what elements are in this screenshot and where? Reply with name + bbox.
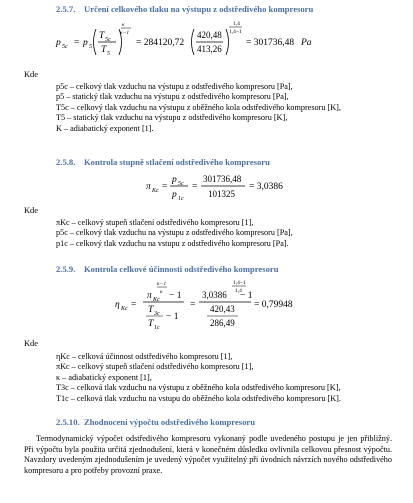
section-number: 2.5.8. <box>56 157 76 167</box>
svg-text:p: p <box>172 190 177 200</box>
svg-text:1,4−1: 1,4−1 <box>233 280 246 286</box>
svg-text:κ−1: κ−1 <box>120 30 130 36</box>
svg-text:T: T <box>148 305 154 315</box>
svg-text:Kc: Kc <box>153 297 160 303</box>
section-title: Kontrola stupně stlačení odstředivého kompresoru <box>84 157 270 167</box>
svg-text:420,43: 420,43 <box>210 304 235 314</box>
svg-text:1,4: 1,4 <box>235 288 242 294</box>
conclusion-paragraph <box>24 434 392 476</box>
definition-item: K – adiabatický exponent [1]. <box>56 123 154 133</box>
svg-text:5: 5 <box>89 44 92 50</box>
definition-item: πKc – celkový stupeň stlačení odstředivého kompresoru [1], <box>56 218 254 227</box>
definition-item: p5 – statický tlak vzduchu na výstupu z odstředivého kompresoru [Pa], <box>56 92 289 102</box>
equation-efficiency <box>0 277 413 337</box>
svg-text:1,4: 1,4 <box>233 21 240 27</box>
svg-text:420,48: 420,48 <box>197 30 222 40</box>
definition-item: κ – adiabatický exponent [1], <box>56 372 152 382</box>
definition-item: p5c – celkový tlak vzduchu na výstupu z odstředivého kompresoru [Pa], <box>56 82 293 91</box>
svg-text:p: p <box>172 175 177 185</box>
svg-text:5: 5 <box>107 51 110 57</box>
svg-text:κ: κ <box>122 22 125 28</box>
svg-text:− 1: − 1 <box>169 291 182 301</box>
svg-text:1,4−1: 1,4−1 <box>229 29 242 35</box>
svg-text:3,0386: 3,0386 <box>202 290 227 300</box>
definitions-list-3 <box>56 352 341 404</box>
svg-text:π: π <box>147 291 152 301</box>
section-heading-2-5-10 <box>56 417 255 427</box>
section-number: 2.5.10. <box>56 417 80 427</box>
svg-text:− 1: − 1 <box>240 291 253 301</box>
section-heading-2-5-8 <box>56 157 270 167</box>
section-heading-2-5-7 <box>56 4 313 14</box>
section-number: 2.5.7. <box>56 4 76 14</box>
svg-text:=: = <box>74 38 80 48</box>
definitions-list-2 <box>56 218 293 249</box>
svg-text:p: p <box>83 38 88 48</box>
svg-text:π: π <box>146 182 151 192</box>
svg-text:κ−1: κ−1 <box>157 281 167 287</box>
svg-text:− 1: − 1 <box>166 312 179 322</box>
eq2-result: = 3,0386 <box>249 182 283 192</box>
definition-item: T5c – celkový tlak vzduchu na výstupu z oběžného kola odstředivého kompresoru [K], <box>56 102 341 112</box>
svg-text:Kc: Kc <box>152 188 159 194</box>
equation-pressure-ratio <box>0 170 413 204</box>
svg-text:=: = <box>190 300 196 310</box>
svg-text:301736,48: 301736,48 <box>203 174 242 184</box>
eq1-lhs: p <box>56 38 61 48</box>
eq1-mid-value: = 284120,72 <box>136 38 185 48</box>
section-title: Zhodnocení výpočtu odstředivého kompresoru <box>84 417 256 427</box>
svg-text:3c: 3c <box>154 311 160 317</box>
svg-text:T: T <box>101 45 107 55</box>
equation-total-pressure <box>0 18 413 62</box>
definition-item: T3c – celková tlak vzduchu na výstupu z oběžného kola odstředivého kompresoru [K], <box>56 383 341 393</box>
svg-text:κ: κ <box>160 289 163 295</box>
conclusion-text: Termodynamický výpočet odstředivého kompresoru vykonaný podle uvedeného postupu je jen přibližný. Při výpočtu byla použita určitá zjednodušení, která v konečném důsledku ovlivnila celkovou přesnost výpočtu. Navzdory uvedeným zjednodušením je uvedený výpočet využitelný při úvodních návrzích nového odstředivého kompresoru a pro potřeby provozní praxe. <box>24 434 392 475</box>
svg-text:286,49: 286,49 <box>210 318 235 328</box>
section-heading-2-5-9 <box>56 264 278 274</box>
definitions-list-1 <box>56 82 341 134</box>
section-title: Určení celkového tlaku na výstupu z odstředivého kompresoru <box>84 4 314 14</box>
kde-label: Kde <box>24 206 38 215</box>
svg-text:=: = <box>131 300 137 310</box>
section-title: Kontrola celkové účinnosti odstředivého kompresoru <box>84 264 279 274</box>
definition-item: T1c – celková tlak vzduchu na vstupu do oběžného kola odstředivého kompresoru [K]. <box>56 393 341 403</box>
svg-text:=: = <box>192 182 198 192</box>
eq1-unit: Pa <box>301 38 312 48</box>
eq3-result: = 0,79948 <box>254 300 293 310</box>
svg-text:1c: 1c <box>154 325 160 331</box>
svg-text:5c: 5c <box>178 181 184 187</box>
svg-text:101325: 101325 <box>208 189 235 199</box>
section-number: 2.5.9. <box>56 264 76 274</box>
eq1-result: = 301736,48 <box>246 38 295 48</box>
definition-item: πKc – celkový stupeň stlačení odstředivého kompresoru [1], <box>56 362 254 372</box>
svg-text:1c: 1c <box>178 196 184 202</box>
svg-text:5c: 5c <box>62 44 68 50</box>
svg-text:η: η <box>115 300 120 310</box>
definition-item: ηKc – celková účinnost odstředivého kompresoru [1], <box>56 352 233 361</box>
svg-text:5c: 5c <box>105 37 111 43</box>
svg-text:T: T <box>99 31 105 41</box>
svg-text:T: T <box>148 319 154 329</box>
kde-label: Kde <box>24 70 38 79</box>
svg-text:=: = <box>162 182 168 192</box>
definition-item: T5 – statický tlak vzduchu na výstupu z odstředivého kompresoru [K], <box>56 113 288 123</box>
definition-item: p5c – celkový tlak vzduchu na výstupu z odstředivého kompresoru [Pa], <box>56 228 293 238</box>
svg-text:Kc: Kc <box>121 306 128 312</box>
svg-text:413,26: 413,26 <box>197 44 222 54</box>
kde-label: Kde <box>24 339 38 348</box>
definition-item: p1c – celkový tlak vzduchu na vstupu z odstředivého kompresoru [Pa]. <box>56 238 289 248</box>
